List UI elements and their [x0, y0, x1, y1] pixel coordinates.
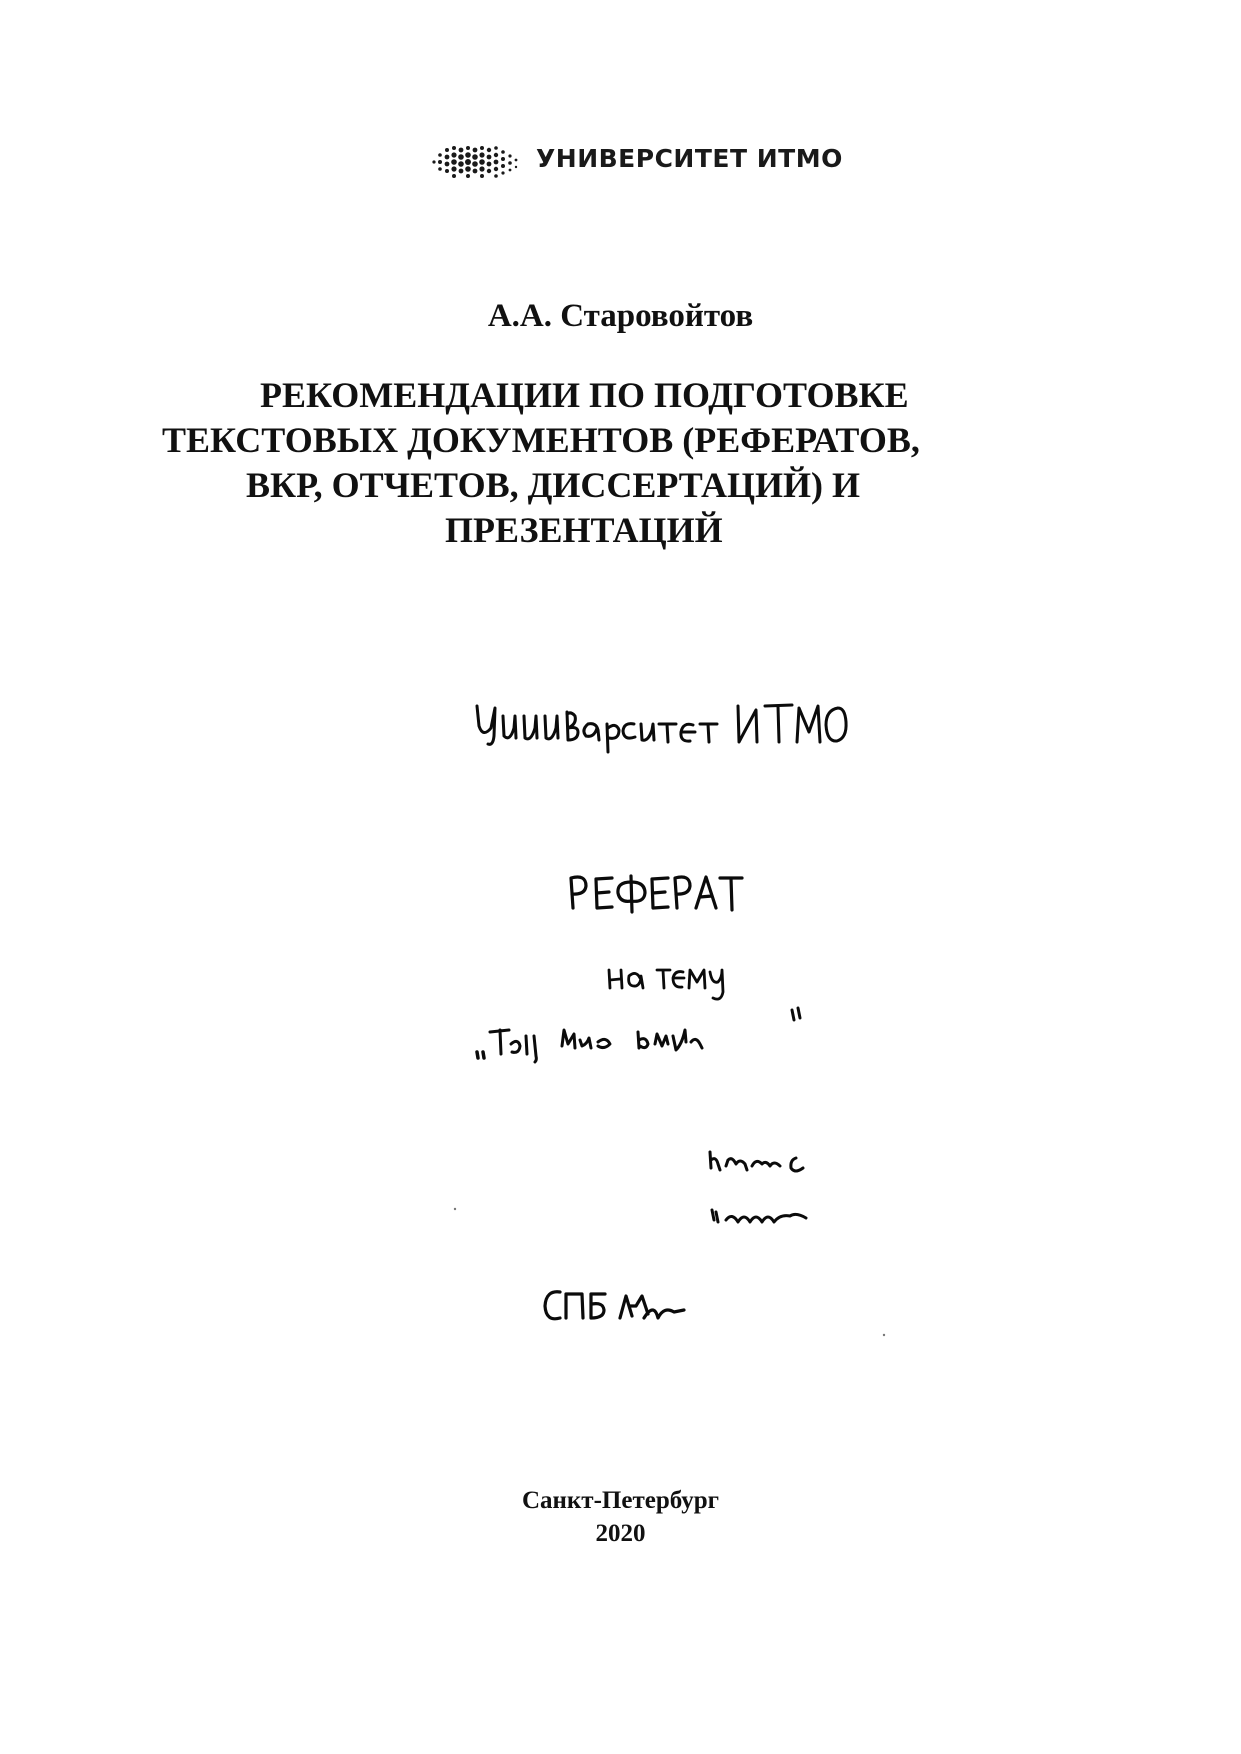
- handwriting-report-title: [571, 876, 742, 912]
- year: 2020: [595, 1520, 646, 1547]
- title-line: РЕКОМЕНДАЦИИ ПО ПОДГОТОВКЕ: [260, 375, 909, 415]
- handwriting-place-year: [545, 1292, 684, 1319]
- handwriting-on-topic: [609, 970, 723, 999]
- handwriting-university: [477, 705, 846, 752]
- itmo-dots-logo-icon: [430, 140, 526, 184]
- author-name: А.А. Старовойтов: [487, 298, 754, 334]
- title-line: ТЕКСТОВЫХ ДОКУМЕНТОВ (РЕФЕРАТОВ,: [162, 420, 920, 460]
- document-title: [150, 373, 1050, 553]
- handwriting-topic: [477, 1008, 800, 1062]
- title-line: ПРЕЗЕНТАЦИЙ: [445, 510, 723, 550]
- stray-specks: [454, 1208, 885, 1336]
- university-logo-text: УНИВЕРСИТЕТ ИТМО: [536, 144, 843, 173]
- university-logo: [430, 140, 850, 184]
- city: Санкт-Петербург: [521, 1487, 720, 1514]
- title-line: ВКР, ОТЧЕТОВ, ДИССЕРТАЦИЙ) И: [246, 465, 861, 505]
- handwriting-author-lines: [710, 1152, 806, 1222]
